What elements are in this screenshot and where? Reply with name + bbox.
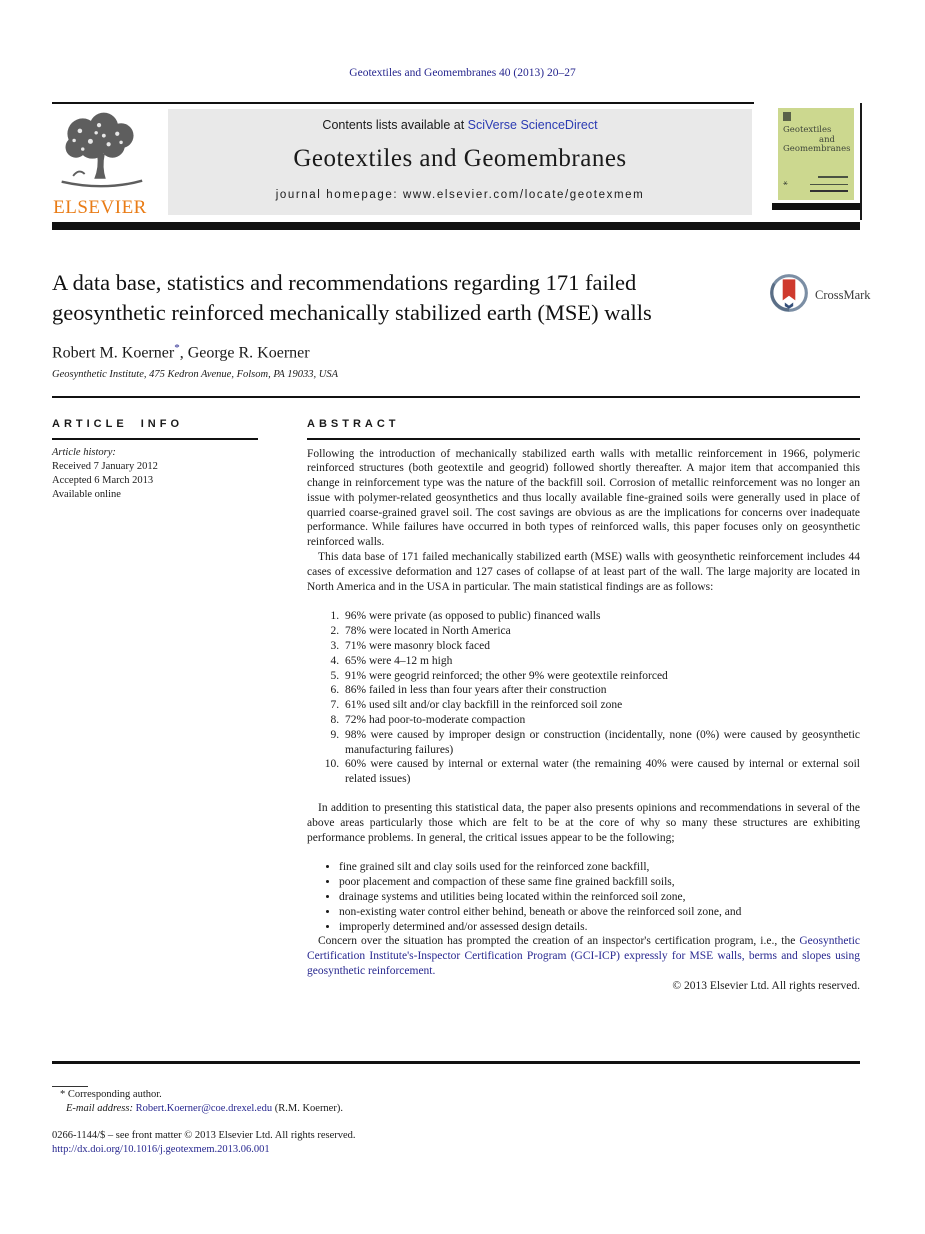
statistical-findings-list — [307, 609, 860, 787]
footnote-text: Corresponding author. — [65, 1089, 162, 1100]
cover-title-line2: and — [819, 134, 835, 145]
finding-item: 3. 71% were masonry block faced — [342, 639, 860, 654]
elsevier-wordmark: ELSEVIER — [53, 197, 147, 218]
critical-issues-list — [307, 860, 860, 934]
finding-item: 7. 61% used silt and/or clay backfill in the reinforced soil zone — [342, 698, 860, 713]
gci-icp-link[interactable]: Geosynthetic Certification Institute's-Inspector Certification Program (GCI-ICP) expressly for MSE walls, berms and slopes using geosynthetic reinforcement. — [307, 935, 860, 977]
finding-item: 1. 96% were private (as opposed to public) financed walls — [342, 609, 860, 624]
issue-item: • improperly determined and/or assessed design details. — [339, 920, 860, 935]
cover-editor-line — [818, 176, 848, 178]
footnote-rule — [52, 1086, 88, 1087]
masthead-divider-bar — [52, 222, 860, 230]
footer-top-rule — [52, 1061, 860, 1064]
abstract-para-4-text: Concern over the situation has prompted the creation of an inspector's certification program, i.e., the — [318, 935, 800, 948]
cover-bottom-bar — [772, 203, 860, 210]
cover-background — [778, 108, 854, 200]
journal-title: Geotextiles and Geomembranes — [293, 145, 627, 172]
corresponding-author-note — [60, 1089, 162, 1100]
issn-copyright-line: 0266-1144/$ – see front matter © 2013 Elsevier Ltd. All rights reserved. — [52, 1130, 356, 1141]
doi-link[interactable]: http://dx.doi.org/10.1016/j.geotexmem.2013.06.001 — [52, 1144, 270, 1155]
issue-item: • drainage systems and utilities being located within the reinforced soil zone, — [339, 890, 860, 905]
abstract-para-4 — [307, 934, 860, 978]
columns-top-rule — [52, 396, 860, 398]
abstract-para-3: In addition to presenting this statistical data, the paper also presents opinions and recommendations in several of the above areas particularly those which are felt to be at the core of why so many these structures are exhibiting performance problems. In general, the critical issues appear to be the following; — [307, 802, 860, 844]
cover-publisher-mark-icon — [783, 112, 791, 121]
cover-imprint-lines — [810, 184, 848, 192]
contents-line — [168, 118, 752, 132]
journal-cover-thumbnail[interactable] — [772, 103, 862, 220]
finding-item: 10. 60% were caused by internal or external water (the remaining 40% were caused by internal or external soil related issues) — [342, 757, 860, 787]
cover-society-icon: ⚹ — [783, 178, 788, 187]
abstract-rule — [307, 438, 860, 440]
author-1: Robert M. Koerner — [52, 344, 175, 362]
email-line — [66, 1103, 343, 1114]
contents-prefix: Contents lists available at — [322, 118, 468, 132]
abstract-copyright: © 2013 Elsevier Ltd. All rights reserved. — [672, 979, 860, 992]
finding-item: 8. 72% had poor-to-moderate compaction — [342, 713, 860, 728]
email-suffix: (R.M. Koerner). — [272, 1103, 343, 1114]
journal-homepage-link[interactable]: journal homepage: www.elsevier.com/locate/geotexmem — [275, 189, 645, 201]
author-2: , George R. Koerner — [179, 344, 310, 362]
issue-item: • poor placement and compaction of these same fine grained backfill soils, — [339, 875, 860, 890]
issue-item: • fine grained silt and clay soils used for the reinforced zone backfill, — [339, 860, 860, 875]
finding-item: 4. 65% were 4–12 m high — [342, 654, 860, 669]
finding-item: 9. 98% were caused by improper design or construction (incidentally, none (0%) were caused by geosynthetic manufacturing failures) — [342, 728, 860, 758]
crossmark-icon — [768, 272, 810, 319]
crossmark-badge[interactable] — [768, 272, 871, 319]
email-label: E-mail address: — [66, 1103, 133, 1114]
cover-title-line3: Geomembranes — [783, 144, 851, 154]
article-info-section — [52, 418, 258, 502]
elsevier-tree-icon — [54, 181, 146, 198]
article-title: A data base, statistics and recommendations regarding 171 failed geosynthetic reinforced mechanically stabilized earth (MSE) walls — [52, 270, 652, 325]
cover-title-line1: Geotextiles — [783, 125, 832, 135]
article-history-label: Article history: — [52, 446, 116, 458]
abstract-para-2: This data base of 171 failed mechanically stabilized earth (MSE) walls with geosynthetic reinforcement includes 44 cases of excessive deformation and 127 cases of collapse of at least part of the wall. The large majority are located in North America and in the USA in particular. The main statistical findings are as follows: — [307, 551, 860, 593]
finding-item: 2. 78% were located in North America — [342, 624, 860, 639]
issue-item: • non-existing water control either behind, beneath or above the reinforced soil zone, and — [339, 905, 860, 920]
abstract-para-1: Following the introduction of mechanically stabilized earth walls with metallic reinforcement in 1966, polymeric reinforced structures (both geotextile and geogrid) followed shortly thereafter. A major item that accompanied this change in reinforcement type was the nature of the backfill soil. Corrosion of metallic reinforcement was no longer an issue with polymer-related geosynthetics and thus locally available fine-grained soils were generally used in place of quarried coarse-grained gravel soil. The cost savings are obvious as are the implications for concerns over inadequate performance. While failures have occurred in both types of reinforced walls, this paper focuses only on geosynthetic reinforced walls. — [307, 447, 860, 549]
crossmark-label: CrossMark — [815, 288, 871, 302]
cover-title — [783, 126, 849, 155]
article-info-heading: ARTICLE INFO — [52, 418, 183, 430]
footnote-marker: * — [60, 1089, 66, 1100]
history-available: Available online — [52, 488, 121, 500]
abstract-heading: ABSTRACT — [307, 418, 400, 430]
history-accepted: Accepted 6 March 2013 — [52, 474, 154, 486]
email-address-link[interactable]: Robert.Koerner@coe.drexel.edu — [135, 1103, 273, 1114]
sciverse-sciencedirect-link[interactable]: SciVerse ScienceDirect — [467, 118, 598, 132]
corresponding-author-marker[interactable]: * — [174, 342, 180, 354]
author-list — [52, 342, 310, 362]
abstract-section — [307, 418, 860, 994]
journal-citation[interactable]: Geotextiles and Geomembranes 40 (2013) 20–27 — [349, 67, 576, 79]
finding-item: 6. 86% failed in less than four years after their construction — [342, 683, 860, 698]
masthead-box — [168, 109, 752, 215]
masthead-top-rule — [52, 102, 754, 104]
finding-item: 5. 91% were geogrid reinforced; the other 9% were geotextile reinforced — [342, 669, 860, 684]
elsevier-logo — [50, 108, 150, 218]
article-info-rule — [52, 438, 258, 440]
affiliation: Geosynthetic Institute, 475 Kedron Avenue, Folsom, PA 19033, USA — [52, 369, 338, 380]
history-received: Received 7 January 2012 — [52, 460, 158, 472]
